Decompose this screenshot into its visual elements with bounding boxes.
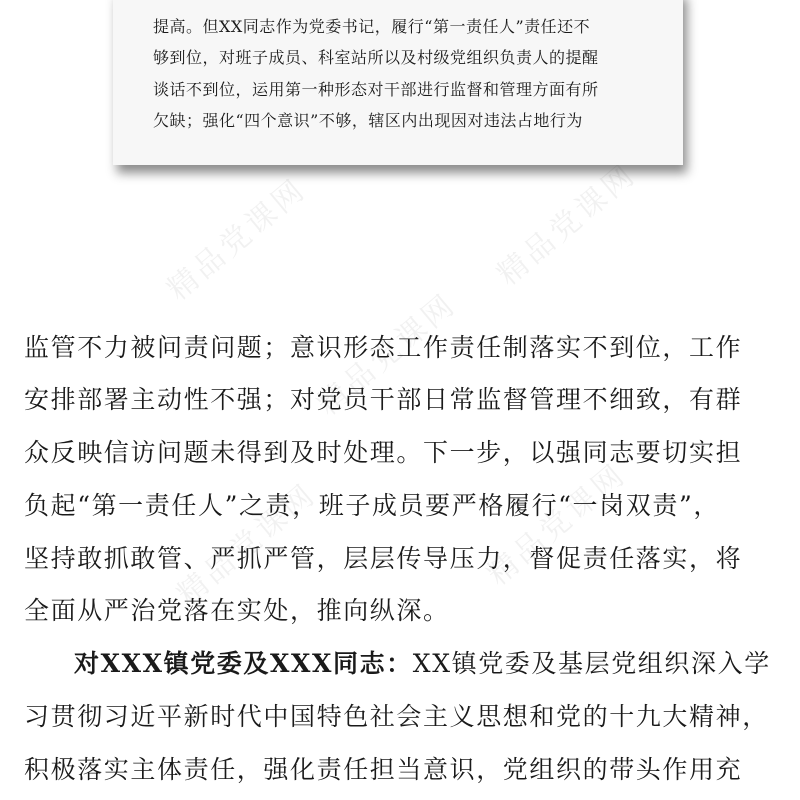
paragraph-line: 积极落实主体责任，强化责任担当意识，党组织的带头作用充: [24, 755, 743, 784]
paragraph-line: 习贯彻习近平新时代中国特色社会主义思想和党的十九大精神，: [24, 702, 769, 731]
watermark: 精品党课网: [160, 171, 314, 308]
watermark: 精品党课网: [310, 286, 464, 423]
card-line: 够到位，对班子成员、科室站所以及村级党组织负责人的提醒: [153, 48, 599, 67]
section-heading: 对XXX镇党委及XXX同志：: [74, 649, 413, 678]
paragraph-line: 坚持敢抓敢管、严抓严管，层层传导压力，督促责任落实，将: [24, 544, 743, 573]
card-line: 提高。但XX同志作为党委书记，履行“第一责任人”责任还不: [153, 17, 591, 36]
watermark: 精品党课网: [490, 156, 644, 293]
paragraph-line: 负起“第一责任人”之责，班子成员要严格履行“一岗双责”，: [24, 491, 720, 520]
section-line: [74, 638, 784, 690]
card-line: 欠缺；强化“四个意识”不够，辖区内出现因对违法占地行为: [153, 111, 583, 130]
paragraph-line: 安排部署主动性不强；对党员干部日常监督管理不细致，有群: [24, 385, 743, 414]
watermark: 精品党课网: [480, 456, 634, 593]
paragraph-line: 全面从严治党落在实处，推向纵深。: [24, 596, 450, 625]
section-text: XX镇党委及基层党组织深入学: [412, 649, 771, 678]
watermark: 精品党课网: [170, 476, 324, 613]
card-line: 谈话不到位，运用第一种形态对干部进行监督和管理方面有所: [153, 80, 599, 99]
quote-card: [113, 0, 683, 165]
paragraph-line: 众反映信访问题未得到及时处理。下一步，以强同志要切实担: [24, 438, 743, 467]
paragraph-line: 监管不力被问责问题；意识形态工作责任制落实不到位，工作: [24, 333, 743, 362]
